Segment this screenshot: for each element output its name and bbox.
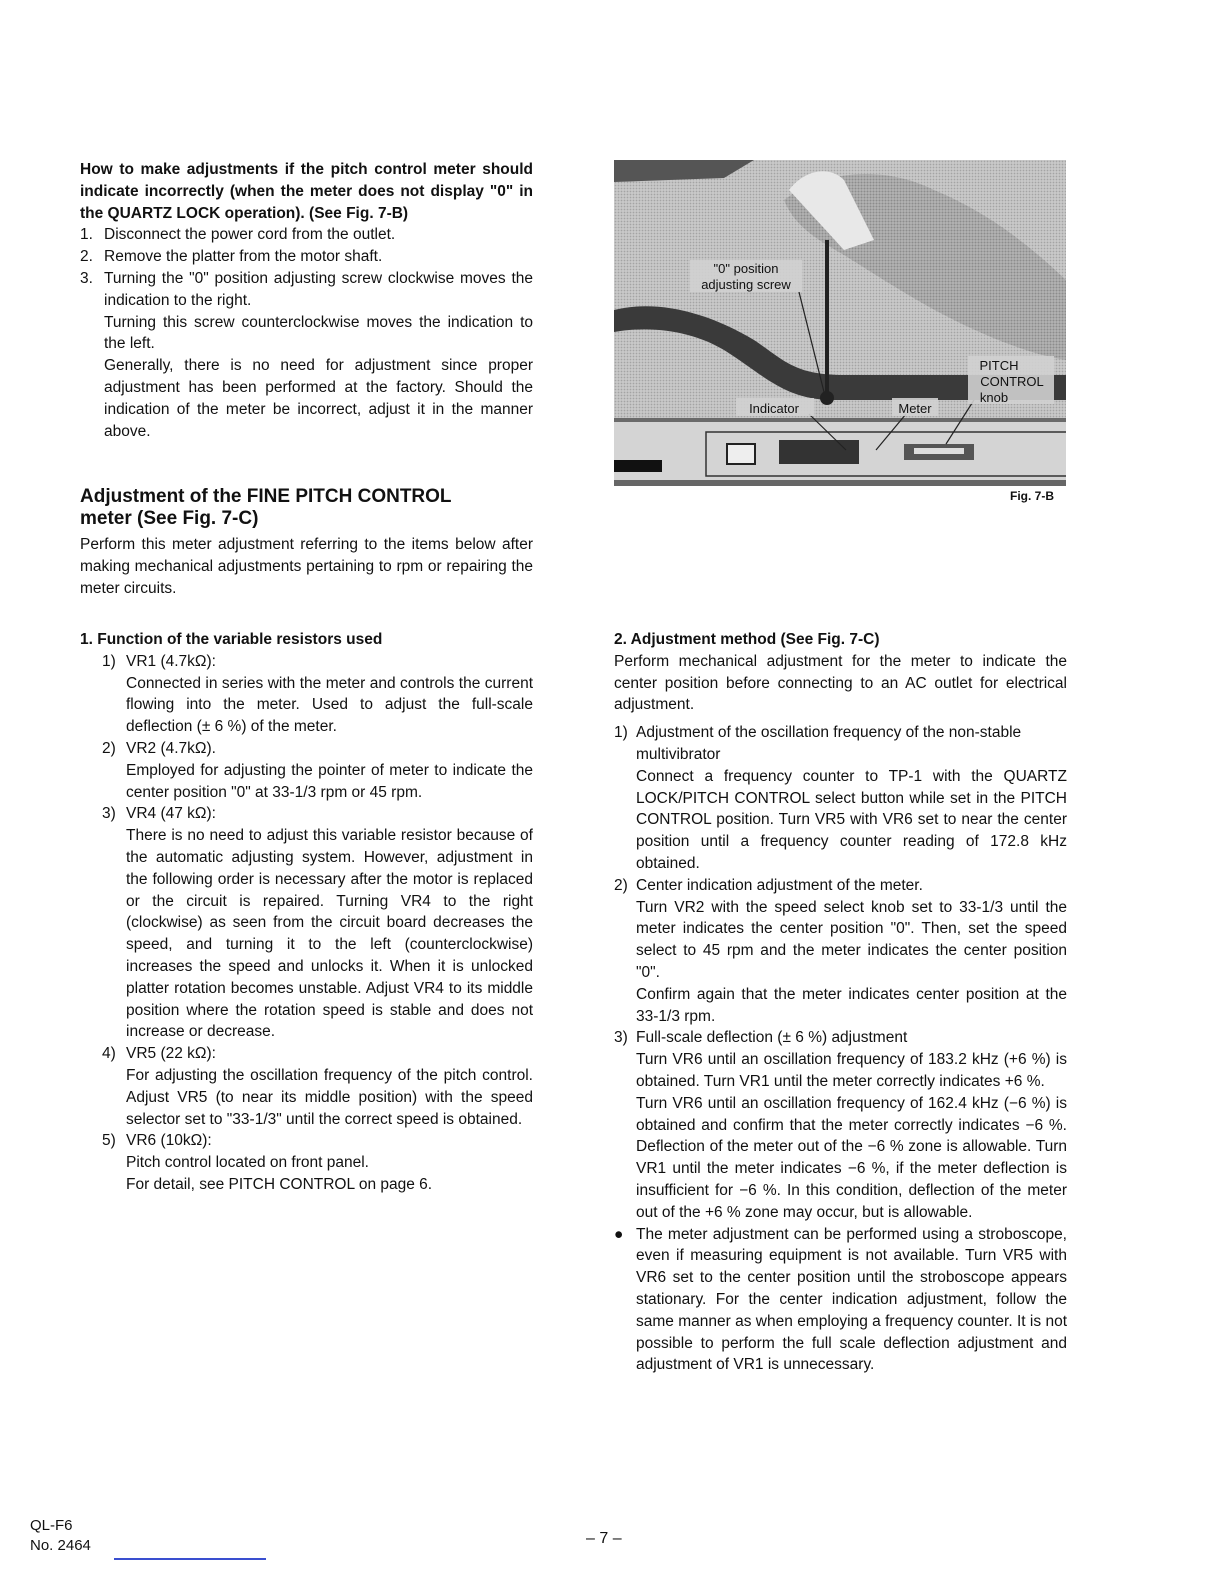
item-number: 2): [102, 739, 116, 757]
list-item: [80, 268, 533, 312]
item-head: VR6 (10kΩ):: [126, 1132, 212, 1150]
item-head: Center indication adjustment of the meter.: [636, 876, 923, 894]
label-pitch-line3: knob: [979, 390, 1009, 405]
step-number: 2.: [80, 248, 93, 266]
section-quartz-adjust: [80, 159, 533, 442]
page-number: – 7 –: [586, 1530, 622, 1547]
item-number: 1): [102, 652, 116, 670]
item-body: Confirm again that the meter indicates center position at the 33-1/3 rpm.: [636, 985, 1067, 1025]
item-body: Pitch control located on front panel.: [126, 1154, 369, 1172]
item-body: Turn VR6 until an oscillation frequency of 162.4 kHz (−6 %) is obtained and confirm that the meter correctly indicates −6 %. Deflection of the meter out of the −6 % zone is allowable. Turn VR1 until the meter indicates −6 %, if the meter deflection is insufficient for −6 %. In this condition, deflection of the meter out of the +6 % zone may occur, but is allowable.: [636, 1094, 1067, 1221]
step-note: Generally, there is no need for adjustment since proper adjustment has been performed at the factory. Should the indication of the meter be incorrect, adjust it in the manner above.: [104, 357, 533, 440]
figure-caption: Fig. 7-B: [1010, 489, 1054, 503]
label-indicator: Indicator: [749, 401, 799, 416]
item-body: Connected in series with the meter and controls the current flowing into the meter. Used to adjust the full-scale deflection (± 6 %) of the meter.: [126, 674, 533, 736]
label-pitch-line2: CONTROL: [980, 374, 1044, 389]
step-text: Turning the "0" position adjusting screw clockwise moves the indication to the right.: [104, 269, 533, 309]
list-item: [80, 224, 533, 246]
heading-line-1: Adjustment of the FINE PITCH CONTROL: [80, 486, 452, 507]
figure-7b: [614, 160, 1066, 486]
bullet-icon: ●: [614, 1225, 624, 1243]
list-item: [614, 1027, 1067, 1223]
step-text: Disconnect the power cord from the outlet.: [104, 226, 396, 244]
item-head: Adjustment of the oscillation frequency of the non-stable multivibrator: [636, 724, 1022, 763]
item-body: For adjusting the oscillation frequency of the pitch control. Adjust VR5 (to near its middle position) with the speed selector set to "33-1/3" until the correct speed is obtained.: [126, 1066, 533, 1128]
label-meter: Meter: [898, 401, 932, 416]
list-item: [614, 722, 1067, 875]
step-number: 1.: [80, 226, 93, 244]
functions-title: 1. Function of the variable resistors used: [80, 631, 383, 648]
bullet-text: The meter adjustment can be performed using a stroboscope, even if measuring equipment is not available. Turn VR5 with VR6 set to the center position until the stroboscope appears stationary. For the center indication adjustment, follow the same manner as when employing a frequency counter. It is not possible to perform the full scale deflection adjustment and adjustment of VR1 is unnecessary.: [636, 1225, 1067, 1374]
footer-model: [30, 1516, 91, 1556]
step-number: 3.: [80, 269, 93, 287]
doc-number: No. 2464: [30, 1537, 91, 1554]
section-heading: [80, 486, 533, 530]
item-number: 5): [102, 1132, 116, 1150]
item-body: Turn VR2 with the speed select knob set to 33-1/3 until the meter indicates the center position "0". Then, set the speed select to 45 rpm and the meter indicates the center position "0".: [636, 898, 1067, 981]
step-text: Remove the platter from the motor shaft.: [104, 248, 383, 266]
item-number: 2): [614, 876, 628, 894]
list-item: [614, 875, 1067, 1028]
section-lead: How to make adjustments if the pitch control meter should indicate incorrectly (when the meter does not display "0" in the QUARTZ LOCK operation). (See Fig. 7-B): [80, 161, 533, 222]
item-body: Turn VR6 until an oscillation frequency of 183.2 kHz (+6 %) is obtained. Turn VR1 until the meter correctly indicates +6 %.: [636, 1051, 1067, 1090]
section-functions: [80, 629, 533, 1196]
item-number: 3): [102, 805, 116, 823]
steps-list: [80, 224, 533, 311]
label-pitch-line1: PITCH: [979, 358, 1019, 373]
label-screw-line2: adjusting screw: [701, 277, 791, 292]
list-item: [614, 1224, 1067, 1377]
item-head: VR4 (47 kΩ):: [126, 805, 216, 823]
item-body: Connect a frequency counter to TP-1 with the QUARTZ LOCK/PITCH CONTROL select button while set in the PITCH CONTROL position. Turn VR5 with VR6 set to near the center position until a frequency counter reading of 172.8 kHz obtained.: [636, 767, 1067, 872]
item-number: 3): [614, 1029, 628, 1047]
list-item: [80, 803, 533, 1043]
list-item: [80, 1043, 533, 1130]
figure-photo: [614, 160, 1066, 486]
item-head: Full-scale deflection (± 6 %) adjustment: [636, 1029, 908, 1047]
section-fine-pitch: [80, 486, 533, 599]
list-item: [80, 651, 533, 738]
item-head: VR1 (4.7kΩ):: [126, 652, 216, 670]
item-body: There is no need to adjust this variable resistor because of the automatic adjusting system. However, adjustment in the following order is necessary after the motor is replaced or the circuit is repaired. Turning VR4 to the right (clockwise) as seen from the circuit board decreases the speed, and turning it to the left (counterclockwise) increases the speed and unlocks it. When it is unlocked platter rotation becomes unstable. Adjust VR4 to its middle position where the rotation speed is stable and does not increase or decrease.: [126, 827, 533, 1041]
step-note: Turning this screw counterclockwise moves the indication to the left.: [104, 313, 533, 353]
method-intro: Perform mechanical adjustment for the meter to indicate the center position before connecting to an AC outlet for electrical adjustment.: [614, 652, 1067, 714]
list-item: [80, 246, 533, 268]
list-item: [80, 738, 533, 803]
item-number: 1): [614, 724, 628, 742]
item-number: 4): [102, 1045, 116, 1063]
list-item: [80, 1130, 533, 1195]
section-method: [614, 629, 1067, 1376]
section-intro: Perform this meter adjustment referring to the items below after making mechanical adjustments pertaining to rpm or repairing the meter circuits.: [80, 536, 533, 597]
item-body: Employed for adjusting the pointer of meter to indicate the center position "0" at 33-1/3 rpm or 45 rpm.: [126, 761, 533, 801]
heading-line-2: meter (See Fig. 7-C): [80, 508, 259, 529]
label-screw-line1: "0" position: [713, 261, 779, 276]
model-code: QL-F6: [30, 1517, 73, 1534]
item-body: For detail, see PITCH CONTROL on page 6.: [126, 1175, 433, 1193]
item-head: VR2 (4.7kΩ).: [126, 739, 216, 757]
footer-underline: [114, 1558, 266, 1560]
item-head: VR5 (22 kΩ):: [126, 1045, 216, 1063]
method-title: 2. Adjustment method (See Fig. 7-C): [614, 631, 880, 648]
